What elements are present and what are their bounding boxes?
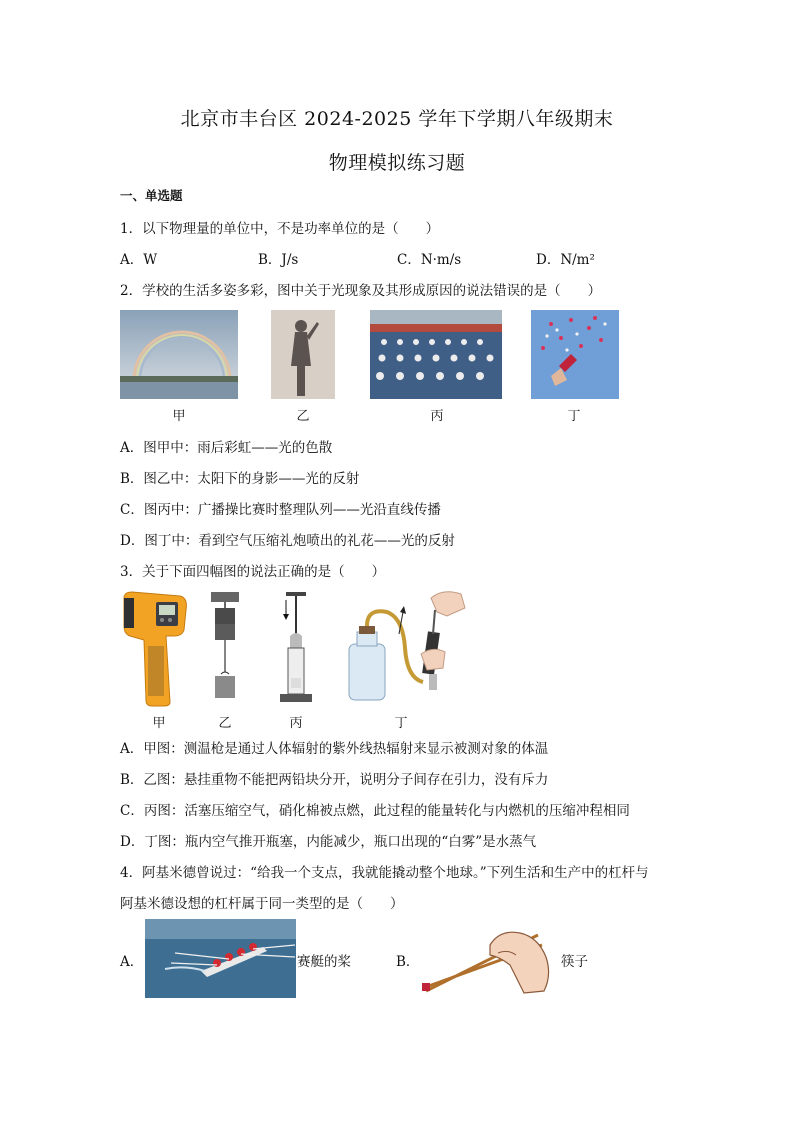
question-1-option-b: B．J/s	[258, 252, 299, 268]
rainbow-photo-icon	[120, 310, 238, 399]
question-4-stem-line2: 阿基米德设想的杠杆属于同一类型的是（ ）	[120, 896, 404, 912]
chopsticks-hand-icon	[420, 927, 560, 997]
question-1-option-a: A．W	[120, 252, 158, 268]
section-heading: 一、单选题	[120, 188, 183, 203]
question-4-option-b-text: 筷子	[561, 954, 588, 970]
question-2-stem: 2．学校的生活多姿多彩，图中关于光现象及其形成原因的说法错误的是（ ）	[120, 283, 602, 299]
air-piston-icon	[276, 590, 316, 708]
document-subtitle: 物理模拟练习题	[328, 152, 466, 174]
question-4-option-a-letter: A．	[120, 954, 144, 970]
question-4-stem-line1: 4．阿基米德曾说过：“给我一个支点，我就能撬动整个地球。”下列生活和生产中的杠杆与	[120, 865, 649, 881]
question-3-option-c: C．丙图：活塞压缩空气，硝化棉被点燃，此过程的能量转化与内燃机的压缩冲程相同	[120, 803, 630, 819]
question-1-option-c: C．N·m/s	[397, 252, 462, 268]
figure-caption-jia: 甲	[152, 716, 166, 731]
confetti-cannon-photo-icon	[531, 310, 619, 399]
question-4-option-b-letter: B．	[396, 954, 420, 970]
question-2-option-c: C．图丙中：广播操比赛时整理队列——光沿直线传播	[120, 502, 441, 518]
figure-caption-yi: 乙	[296, 409, 310, 424]
figure-caption-ding: 丁	[394, 716, 408, 731]
figure-caption-yi: 乙	[218, 716, 232, 731]
question-3-option-b: B．乙图：悬挂重物不能把两铅块分开，说明分子间存在引力，没有斥力	[120, 772, 549, 788]
figure-caption-jia: 甲	[172, 409, 186, 424]
question-2-option-d: D．图丁中：看到空气压缩礼炮喷出的礼花——光的反射	[120, 533, 455, 549]
question-3-option-a: A．甲图：测温枪是通过人体辐射的紫外线热辐射来显示被测对象的体温	[120, 741, 549, 757]
lead-blocks-icon	[207, 590, 243, 708]
question-1-option-d: D．N/m²	[536, 252, 595, 268]
rowing-boat-photo-icon	[145, 919, 296, 998]
question-1-stem: 1．以下物理量的单位中，不是功率单位的是（ ）	[120, 221, 440, 237]
figure-caption-ding: 丁	[567, 409, 581, 424]
question-3-option-d: D．丁图：瓶内空气推开瓶塞，内能减少，瓶口出现的“白雾”是水蒸气	[120, 834, 537, 850]
question-3-stem: 3．关于下面四幅图的说法正确的是（ ）	[120, 564, 386, 580]
question-4-option-a-text: 赛艇的桨	[297, 954, 351, 970]
figure-caption-bing: 丙	[289, 716, 303, 731]
infrared-thermometer-icon	[120, 590, 192, 708]
question-2-option-a: A．图甲中：雨后彩虹——光的色散	[120, 440, 333, 456]
shadow-photo-icon	[271, 310, 335, 399]
document-title: 北京市丰台区 2024-2025 学年下学期八年级期末	[180, 108, 614, 130]
bottle-pump-icon	[343, 588, 467, 710]
broadcast-drill-photo-icon	[370, 310, 502, 399]
question-2-option-b: B．图乙中：太阳下的身影——光的反射	[120, 471, 360, 487]
figure-caption-bing: 丙	[430, 409, 444, 424]
